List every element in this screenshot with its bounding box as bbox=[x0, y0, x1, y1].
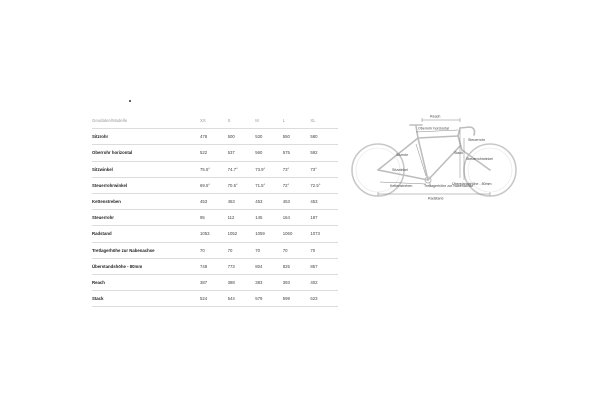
table-row bbox=[92, 226, 338, 242]
row-value: 74.7° bbox=[228, 161, 256, 177]
row-value: 112 bbox=[228, 210, 256, 226]
label-sitzwinkel: Sitzwinkel bbox=[392, 168, 408, 172]
row-value: 560 bbox=[255, 145, 283, 161]
table-row bbox=[92, 275, 338, 291]
row-value: 393 bbox=[283, 275, 311, 291]
table-row bbox=[92, 242, 338, 258]
row-value: 500 bbox=[228, 129, 256, 145]
row-value: 72.5° bbox=[310, 177, 338, 193]
label-tretlager: Tretlagerhöhe zur Nabenachse bbox=[424, 184, 474, 188]
row-label: Reach bbox=[92, 275, 200, 291]
row-value: 530 bbox=[255, 129, 283, 145]
row-value: 522 bbox=[200, 145, 228, 161]
row-value: 73° bbox=[310, 161, 338, 177]
row-value: 1060 bbox=[283, 226, 311, 242]
row-label: Radstand bbox=[92, 226, 200, 242]
row-label: Überstandshöhe - 80mm bbox=[92, 258, 200, 274]
header-size: L bbox=[283, 113, 311, 129]
bike-geometry-diagram bbox=[350, 108, 520, 208]
label-ueberstand: Überstandshöhe - 80mm bbox=[452, 182, 492, 186]
row-value: 383 bbox=[255, 275, 283, 291]
row-value: 478 bbox=[200, 129, 228, 145]
stray-dot bbox=[129, 100, 131, 102]
row-value: 857 bbox=[310, 258, 338, 274]
label-stack: Stack bbox=[454, 151, 463, 155]
row-value: 72° bbox=[283, 177, 311, 193]
table-row bbox=[92, 145, 338, 161]
row-label: Stack bbox=[92, 291, 200, 307]
row-label: Sitzwinkel bbox=[92, 161, 200, 177]
row-label: Tretlagerhöhe zur Nabenachse bbox=[92, 242, 200, 258]
table-row bbox=[92, 291, 338, 307]
row-value: 773 bbox=[228, 258, 256, 274]
row-label: Oberrohr horizontal bbox=[92, 145, 200, 161]
row-value: 73.9° bbox=[255, 161, 283, 177]
header-size: XS bbox=[200, 113, 228, 129]
row-value: 453 bbox=[283, 194, 311, 210]
table-row bbox=[92, 177, 338, 193]
header-size: XL bbox=[310, 113, 338, 129]
table-body bbox=[92, 129, 338, 307]
row-value: 164 bbox=[283, 210, 311, 226]
row-value: 1053 bbox=[200, 226, 228, 242]
row-value: 550 bbox=[283, 129, 311, 145]
header-size: S bbox=[228, 113, 256, 129]
row-value: 537 bbox=[228, 145, 256, 161]
row-value: 75.5° bbox=[200, 161, 228, 177]
table-row bbox=[92, 129, 338, 145]
row-value: 575 bbox=[283, 145, 311, 161]
label-radstand: Radstand bbox=[428, 196, 444, 201]
row-value: 748 bbox=[200, 258, 228, 274]
row-value: 1073 bbox=[310, 226, 338, 242]
row-value: 453 bbox=[228, 194, 256, 210]
row-label: Kettenstreben bbox=[92, 194, 200, 210]
row-value: 387 bbox=[200, 275, 228, 291]
row-value: 579 bbox=[255, 291, 283, 307]
table-row bbox=[92, 258, 338, 274]
row-value: 804 bbox=[255, 258, 283, 274]
row-value: 70 bbox=[255, 242, 283, 258]
row-label: Sitzrohr bbox=[92, 129, 200, 145]
table-row bbox=[92, 194, 338, 210]
row-value: 623 bbox=[310, 291, 338, 307]
row-value: 70 bbox=[228, 242, 256, 258]
label-reach: Reach bbox=[430, 114, 441, 119]
row-value: 592 bbox=[310, 145, 338, 161]
row-value: 388 bbox=[228, 275, 256, 291]
row-value: 70 bbox=[310, 242, 338, 258]
label-steuerrohrwinkel: Steuerrohrwinkel bbox=[466, 157, 493, 161]
row-value: 69.5° bbox=[200, 177, 228, 193]
row-value: 453 bbox=[310, 194, 338, 210]
label-kettenstreben: Kettenstreben bbox=[390, 184, 413, 188]
row-value: 1059 bbox=[255, 226, 283, 242]
label-steuerrohr: Steuerrohr bbox=[468, 138, 485, 142]
row-value: 402 bbox=[310, 275, 338, 291]
row-value: 73° bbox=[283, 161, 311, 177]
row-label: Steuerrohrwinkel bbox=[92, 177, 200, 193]
row-value: 453 bbox=[200, 194, 228, 210]
row-value: 95 bbox=[200, 210, 228, 226]
table-row bbox=[92, 210, 338, 226]
row-value: 524 bbox=[200, 291, 228, 307]
row-value: 580 bbox=[310, 129, 338, 145]
row-value: 70 bbox=[200, 242, 228, 258]
label-sitzrohr: Sitzrohr bbox=[396, 153, 409, 157]
geometry-table bbox=[92, 113, 338, 307]
row-value: 825 bbox=[283, 258, 311, 274]
table-row bbox=[92, 161, 338, 177]
row-value: 70.5° bbox=[228, 177, 256, 193]
table-header-row bbox=[92, 113, 338, 129]
row-value: 70 bbox=[283, 242, 311, 258]
row-label: Steuerrohr bbox=[92, 210, 200, 226]
label-oberrohr: Oberrohr horizontal bbox=[418, 126, 449, 131]
row-value: 187 bbox=[310, 210, 338, 226]
header-label: Geodaten/Modelle bbox=[92, 113, 200, 129]
row-value: 71.5° bbox=[255, 177, 283, 193]
row-value: 544 bbox=[228, 291, 256, 307]
row-value: 1052 bbox=[228, 226, 256, 242]
row-value: 453 bbox=[255, 194, 283, 210]
row-value: 145 bbox=[255, 210, 283, 226]
row-value: 599 bbox=[283, 291, 311, 307]
header-size: M bbox=[255, 113, 283, 129]
